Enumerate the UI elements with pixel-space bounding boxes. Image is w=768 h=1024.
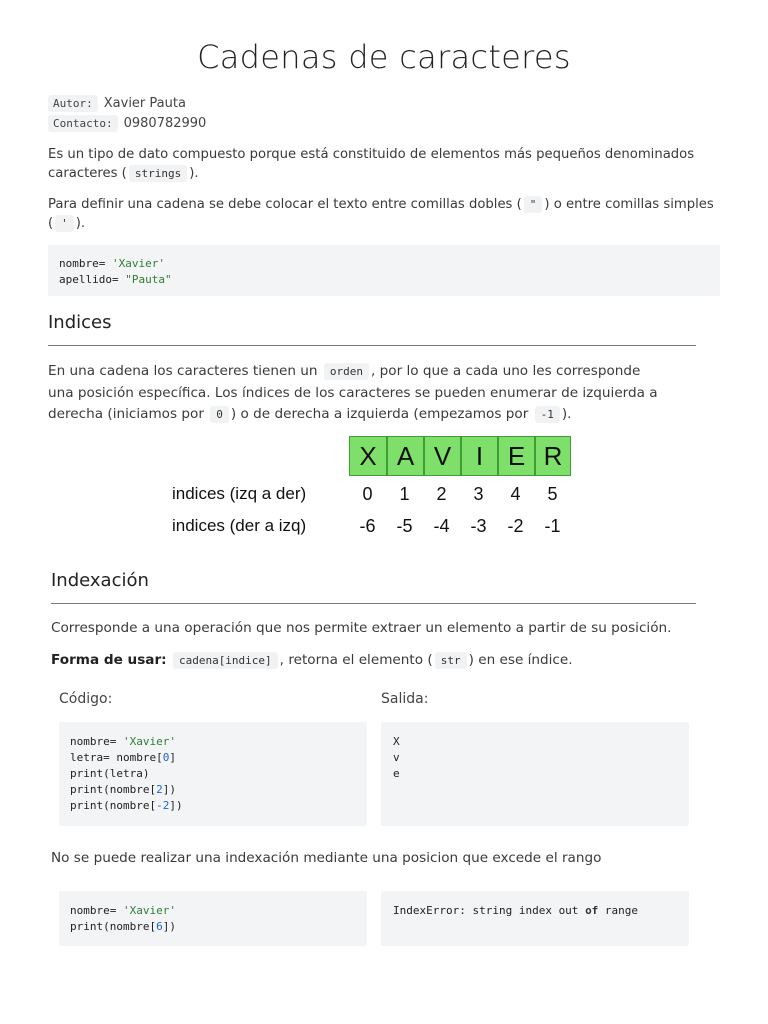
intro-paragraph-2 — [48, 195, 728, 233]
code-text: print(nombre[ — [70, 783, 157, 796]
text: ). — [75, 216, 86, 231]
index-value: 2 — [436, 484, 447, 504]
char-cell: A — [387, 436, 424, 476]
text: , por lo que a cada uno les corresponde — [371, 363, 641, 379]
code-text: nombre= — [59, 257, 112, 270]
output-line: v — [393, 751, 400, 764]
inline-code: str — [435, 652, 467, 669]
output-line: X — [393, 735, 400, 748]
code-text: nombre= — [70, 904, 123, 917]
text: ) o entre comillas simples — [544, 197, 714, 212]
contact-value: 0980782990 — [123, 116, 207, 131]
index-value: -2 — [507, 516, 524, 536]
contact-line — [48, 116, 206, 131]
code-text: ]) — [169, 799, 183, 812]
code-string: "Pauta" — [125, 273, 172, 286]
text: caracteres ( — [48, 166, 127, 181]
output-line: e — [393, 767, 400, 780]
code-label: Código: — [59, 691, 113, 707]
section-divider — [48, 345, 696, 346]
code-string: 'Xavier' — [122, 735, 176, 748]
error-text: IndexError: string index out — [393, 904, 586, 917]
contact-label: Contacto: — [48, 115, 118, 132]
output-block-error — [381, 891, 689, 946]
text: ) en ese índice. — [468, 652, 573, 668]
code-text: print(nombre[ — [70, 920, 157, 933]
index-value: 1 — [399, 484, 410, 504]
indexacion-paragraph: Corresponde a una operación que nos permite extraer un elemento a partir de su posición. — [51, 620, 672, 636]
author-value: Xavier Pauta — [103, 96, 186, 111]
text: En una cadena los caracteres tienen un — [48, 363, 318, 379]
inline-code: 0 — [210, 406, 229, 423]
section-heading-indices: Indices — [48, 312, 112, 333]
code-string: 'Xavier' — [122, 904, 176, 917]
char-cell: E — [498, 436, 535, 476]
index-value: -3 — [470, 516, 487, 536]
index-value: -4 — [433, 516, 450, 536]
code-text: ] — [169, 751, 176, 764]
author-label: Autor: — [48, 95, 98, 112]
code-block-indexing — [59, 722, 367, 826]
error-keyword: of — [585, 904, 599, 917]
text: , retorna el elemento ( — [279, 652, 433, 668]
code-number: -2 — [156, 799, 170, 812]
output-label: Salida: — [381, 691, 429, 707]
row-label-left-to-right: indices (izq a der) — [172, 484, 307, 503]
code-text: nombre= — [70, 735, 123, 748]
index-row-negative — [349, 516, 571, 537]
char-cell: V — [424, 436, 461, 476]
inline-code: orden — [324, 363, 369, 380]
text: ) o de derecha a izquierda (empezamos por — [230, 406, 529, 422]
intro-paragraph-1 — [48, 145, 728, 183]
code-number: 2 — [156, 783, 163, 796]
section-divider — [51, 603, 696, 604]
code-text: apellido= — [59, 273, 126, 286]
section-heading-indexacion: Indexación — [51, 570, 149, 591]
code-block-out-of-range — [59, 891, 367, 946]
code-block-definition — [48, 245, 720, 296]
inline-code: " — [524, 196, 543, 213]
inline-code: strings — [129, 165, 187, 182]
string-cells — [349, 436, 571, 476]
text: ). — [189, 166, 199, 181]
usage-label: Forma de usar: — [51, 652, 167, 668]
code-text: print(nombre[ — [70, 799, 157, 812]
author-line — [48, 96, 186, 111]
inline-code: -1 — [535, 406, 560, 423]
text: una posición específica. Los índices de los caracteres se pueden enumerar de izquierda a — [48, 384, 658, 401]
code-number: 0 — [162, 751, 170, 764]
text: Para definir una cadena se debe colocar el texto entre comillas dobles ( — [48, 197, 522, 212]
index-value: 3 — [473, 484, 484, 504]
index-value: -5 — [396, 516, 413, 536]
usage-line — [51, 651, 731, 670]
index-value: 4 — [510, 484, 521, 504]
inline-code: cadena[indice] — [173, 652, 278, 669]
text: ( — [48, 216, 54, 231]
char-cell: X — [349, 436, 387, 476]
index-value: -1 — [544, 516, 561, 536]
code-text: letra= nombre[ — [70, 751, 163, 764]
index-value: 0 — [362, 484, 373, 504]
code-text: print(letra) — [70, 767, 150, 780]
code-string: 'Xavier' — [111, 257, 165, 270]
index-value: -6 — [359, 516, 376, 536]
char-cell: R — [535, 436, 571, 476]
error-text: range — [598, 904, 639, 917]
text: derecha (iniciamos por — [48, 406, 204, 422]
output-block-indexing — [381, 722, 689, 826]
index-value: 5 — [547, 484, 558, 504]
indices-paragraph — [48, 361, 728, 426]
range-note: No se puede realizar una indexación mediante una posicion que excede el rango — [51, 850, 602, 866]
text: Es un tipo de dato compuesto porque está constituido de elementos más pequeños denominados — [48, 147, 695, 162]
code-text: ]) — [162, 920, 176, 933]
char-cell: I — [461, 436, 498, 476]
inline-code: ' — [55, 215, 74, 232]
page-title: Cadenas de caracteres — [197, 38, 571, 76]
code-number: 6 — [156, 920, 163, 933]
code-text: ]) — [162, 783, 176, 796]
index-row-positive — [349, 484, 571, 505]
row-label-right-to-left: indices (der a izq) — [172, 516, 307, 535]
text: ). — [561, 406, 572, 422]
